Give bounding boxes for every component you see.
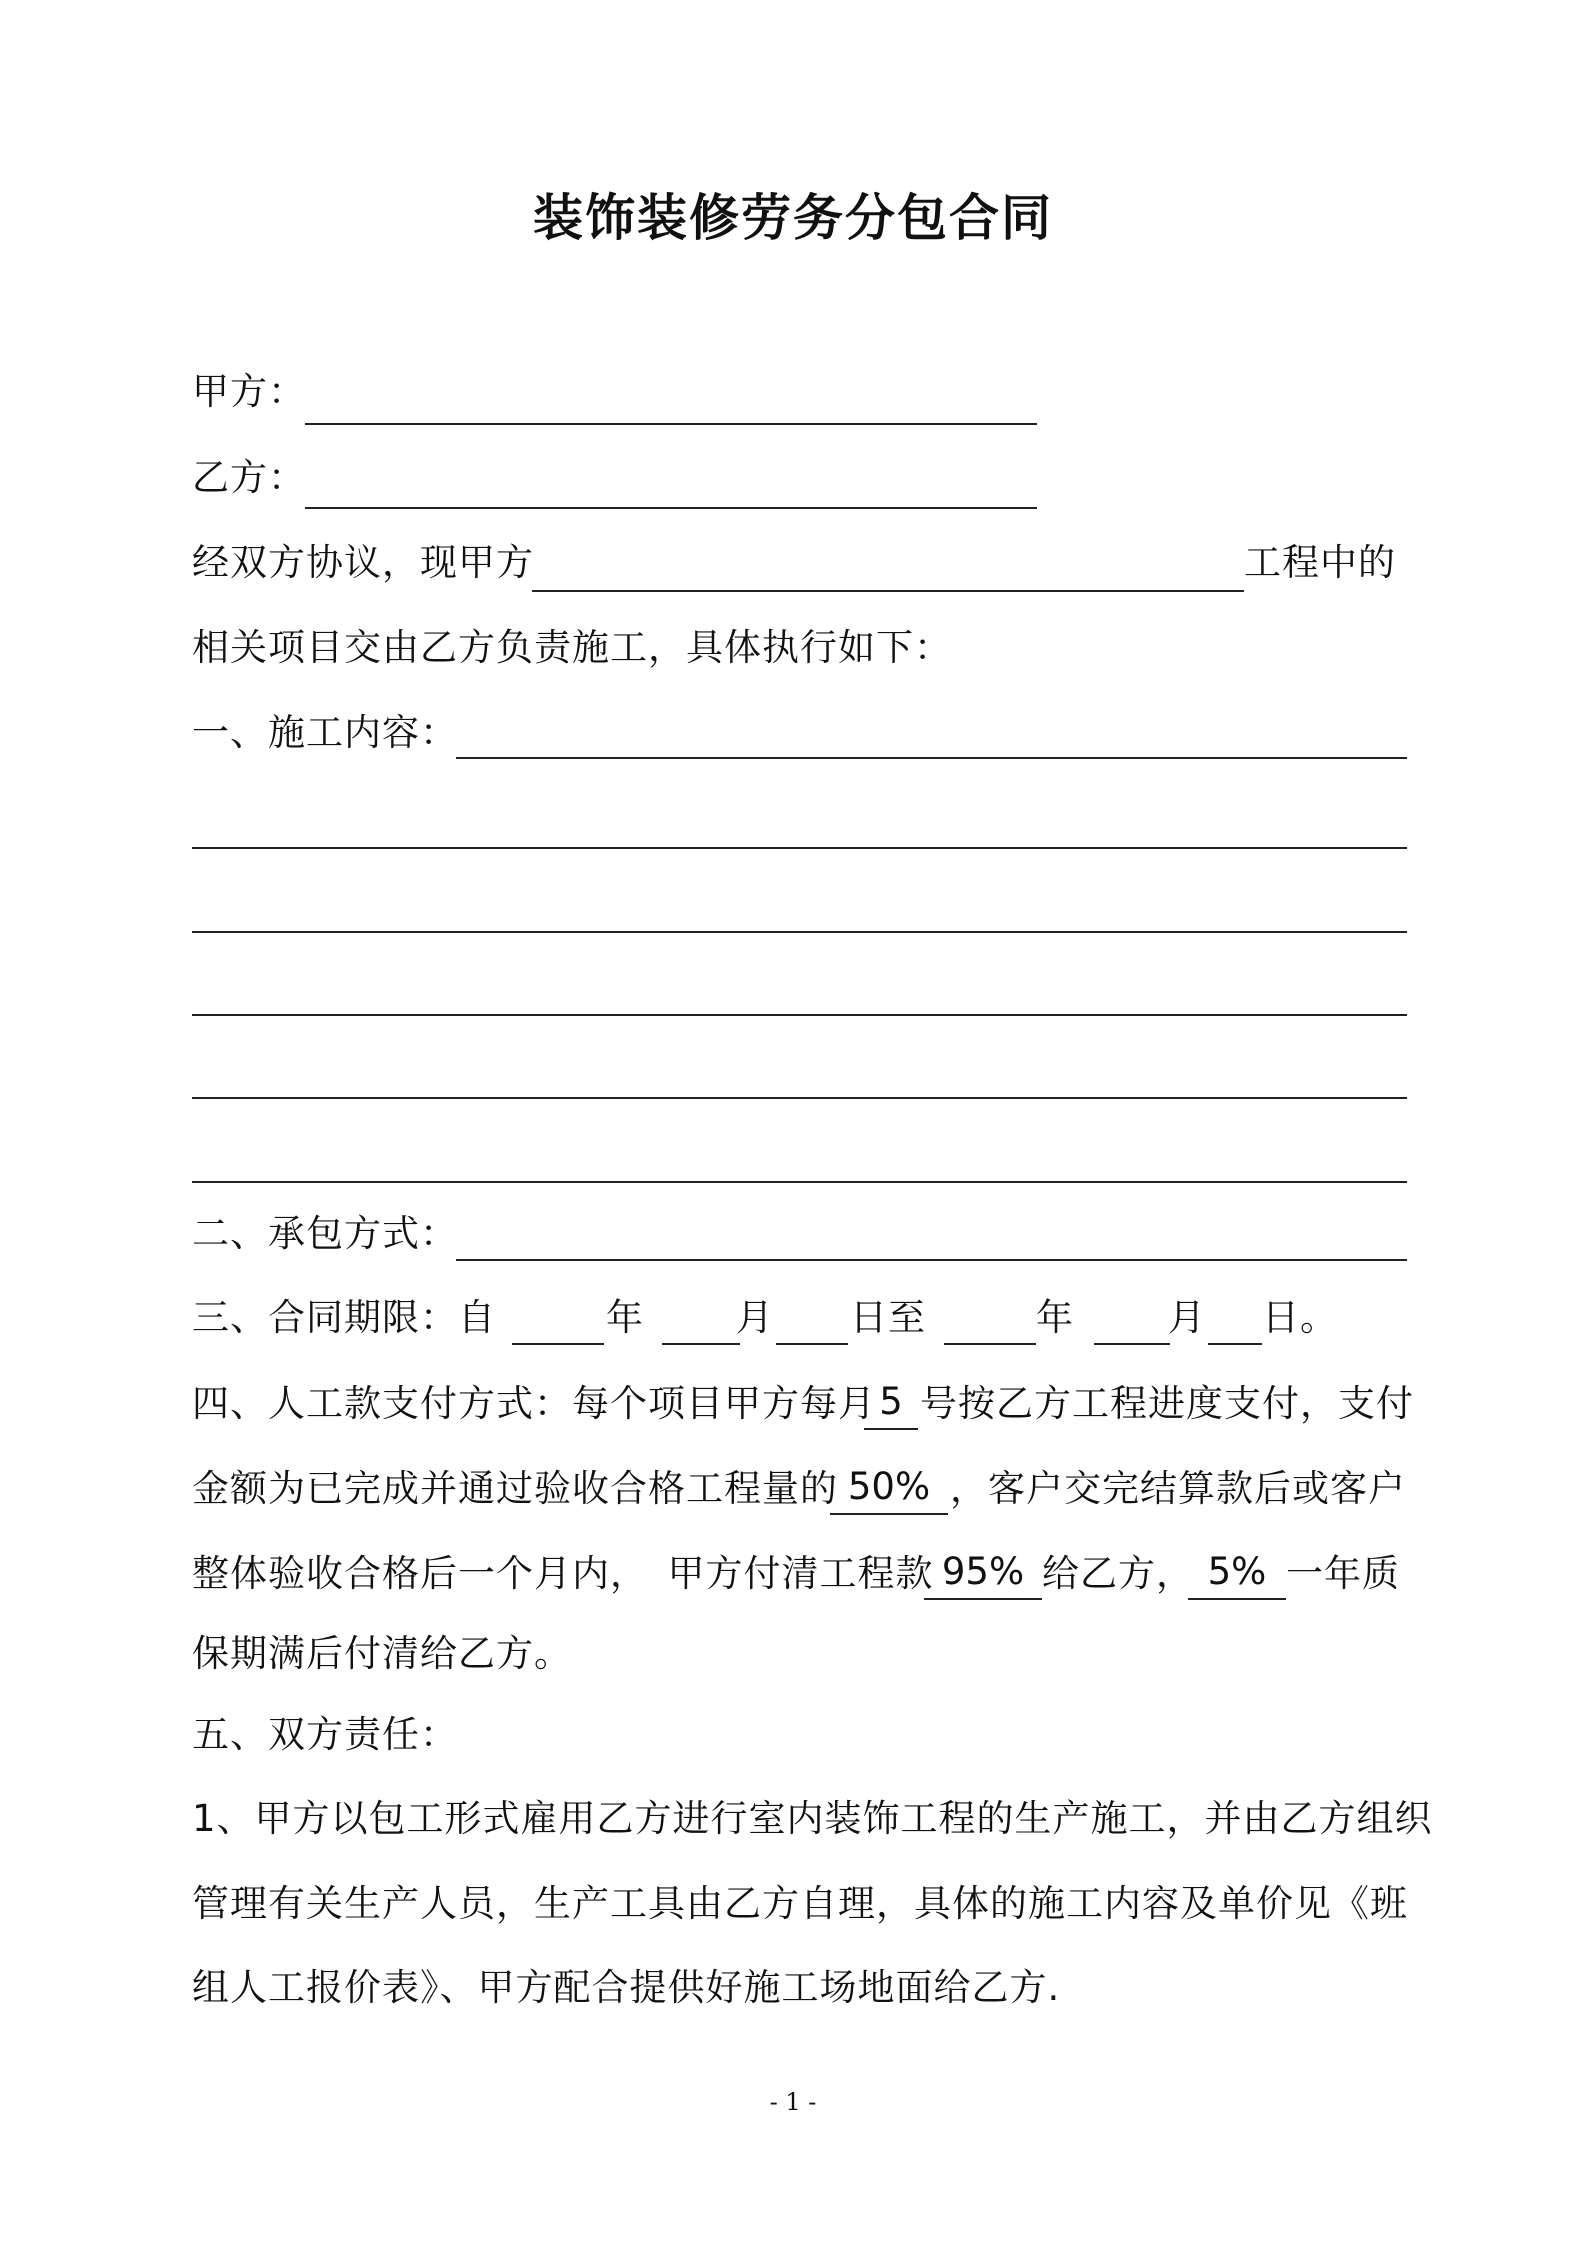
end-month-label: 月 [1168, 1296, 1206, 1339]
payment-percent-2-underline [924, 1598, 1042, 1600]
project-name-blank[interactable] [532, 590, 1244, 592]
section4-line2-prefix: 金额为已完成并通过验收合格工程量的 [192, 1467, 838, 1510]
party-b-blank[interactable] [305, 507, 1037, 509]
section1-blank-4[interactable] [192, 1014, 1407, 1016]
page-number: - 1 - [769, 2088, 817, 2116]
section4-line4: 保期满后付清给乙方。 [192, 1632, 572, 1675]
start-year-label: 年 [606, 1296, 644, 1339]
start-day-to-label: 日至 [850, 1296, 926, 1339]
agreement-line2: 相关项目交由乙方负责施工，具体执行如下： [192, 626, 952, 669]
payment-percent-1-underline [830, 1513, 948, 1515]
agreement-prefix: 经双方协议，现甲方 [192, 541, 534, 584]
party-a-label: 甲方： [192, 370, 306, 413]
section5-heading: 五、双方责任： [192, 1713, 458, 1756]
clause1-line3: 组人工报价表》、甲方配合提供好施工场地面给乙方. [192, 1966, 1061, 2009]
section1-blank-5[interactable] [192, 1097, 1407, 1099]
section4-line3-mid: 给乙方， [1042, 1552, 1194, 1595]
end-year-label: 年 [1036, 1296, 1074, 1339]
agreement-suffix: 工程中的 [1244, 541, 1396, 584]
party-b-label: 乙方： [192, 456, 306, 499]
document-title: 装饰装修劳务分包合同 [533, 189, 1053, 247]
start-day-blank[interactable] [776, 1343, 848, 1345]
payment-day-underline [864, 1428, 918, 1430]
section1-blank-1[interactable] [456, 757, 1407, 759]
payment-day-value: 5 [879, 1380, 903, 1423]
party-a-blank[interactable] [305, 423, 1037, 425]
section4-line2-suffix: ，客户交完结算款后或客户 [950, 1467, 1406, 1510]
section1-blank-3[interactable] [192, 931, 1407, 933]
end-day-label: 日。 [1262, 1296, 1338, 1339]
clause1-line1: 1、甲方以包工形式雇用乙方进行室内装饰工程的生产施工，并由乙方组织 [192, 1797, 1433, 1840]
end-month-blank[interactable] [1094, 1343, 1170, 1345]
section4-line3-prefix: 整体验收合格后一个月内， 甲方付清工程款 [192, 1552, 934, 1595]
section4-line1-suffix: 号按乙方工程进度支付，支付 [920, 1382, 1414, 1425]
clause1-line2: 管理有关生产人员，生产工具由乙方自理，具体的施工内容及单价见《班 [192, 1882, 1408, 1925]
section1-heading: 一、施工内容： [192, 711, 458, 754]
payment-percent-1: 50% [847, 1465, 931, 1508]
start-month-label: 月 [736, 1296, 774, 1339]
section4-line3-suffix: 一年质 [1286, 1552, 1400, 1595]
payment-percent-2: 95% [941, 1550, 1025, 1593]
start-month-blank[interactable] [662, 1343, 740, 1345]
section1-blank-6[interactable] [192, 1181, 1407, 1183]
end-year-blank[interactable] [944, 1343, 1036, 1345]
start-year-blank[interactable] [512, 1343, 604, 1345]
payment-percent-3-underline [1188, 1598, 1286, 1600]
section3-lead: 三、合同期限：自 [192, 1296, 496, 1339]
end-day-blank[interactable] [1208, 1343, 1262, 1345]
section2-heading: 二、承包方式： [192, 1212, 458, 1255]
section2-blank[interactable] [456, 1259, 1407, 1261]
section4-line1-prefix: 四、人工款支付方式：每个项目甲方每月 [192, 1382, 876, 1425]
section1-blank-2[interactable] [192, 847, 1407, 849]
payment-percent-3: 5% [1207, 1550, 1267, 1593]
